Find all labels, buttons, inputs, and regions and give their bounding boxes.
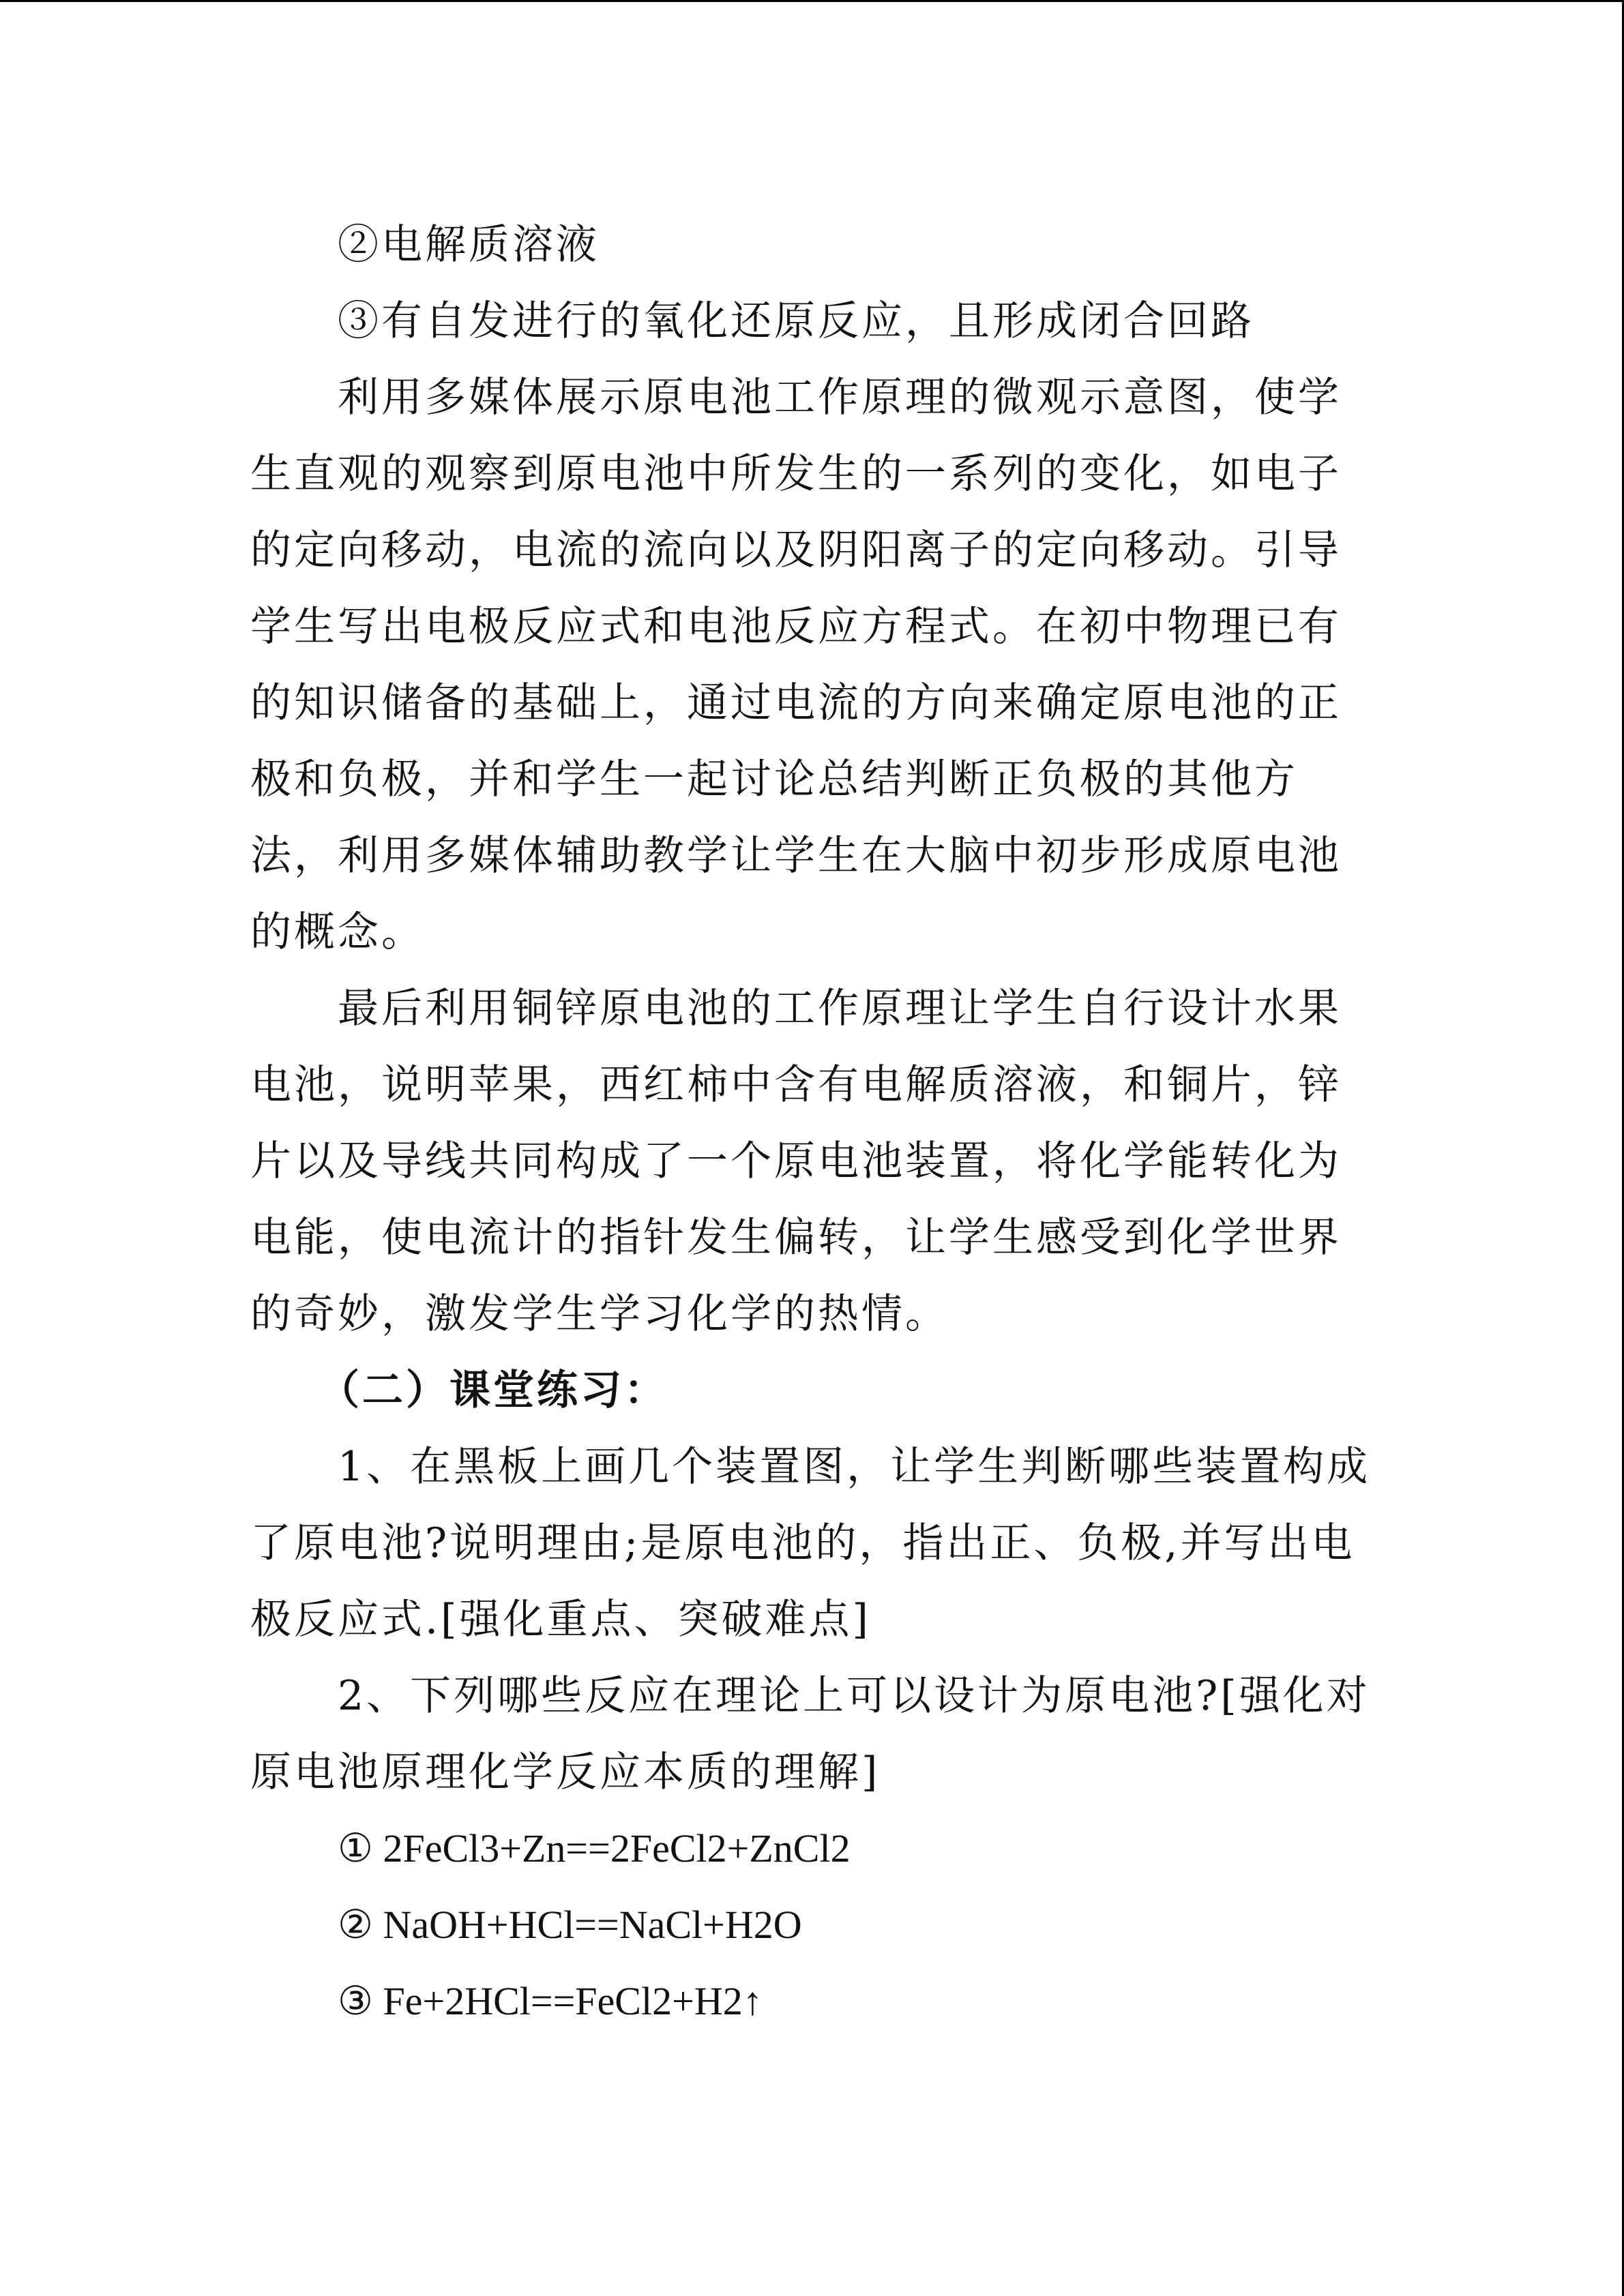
paragraph-multimedia-line-7: 法，利用多媒体辅助教学让学生在大脑中初步形成原电池 bbox=[250, 832, 1342, 880]
paragraph-multimedia-line-4: 学生写出电极反应式和电池反应方程式。在初中物理已有 bbox=[250, 603, 1342, 651]
paragraph-fruit-battery-line-5: 的奇妙，激发学生学习化学的热情。 bbox=[250, 1290, 949, 1338]
paragraph-multimedia-line-2: 生直观的观察到原电池中所发生的一系列的变化，如电子 bbox=[250, 450, 1342, 498]
reaction-2: ② NaOH+HCl==NaCl+H2O bbox=[338, 1903, 802, 1947]
exercise-2-line-1: 2、下列哪些反应在理论上可以设计为原电池?[强化对 bbox=[338, 1672, 1370, 1720]
list-item-redox-reaction: ③有自发进行的氧化还原反应，且形成闭合回路 bbox=[338, 297, 1254, 345]
exercise-1-line-1: 1、在黑板上画几个装置图，让学生判断哪些装置构成 bbox=[338, 1443, 1371, 1491]
list-item-electrolyte: ②电解质溶液 bbox=[338, 221, 600, 269]
paragraph-multimedia-line-5: 的知识储备的基础上，通过电流的方向来确定原电池的正 bbox=[250, 679, 1342, 727]
exercise-1-line-2: 了原电池?说明理由;是原电池的，指出正、负极,并写出电 bbox=[250, 1519, 1355, 1567]
paragraph-multimedia-line-8: 的概念。 bbox=[250, 908, 425, 956]
paragraph-multimedia-line-1: 利用多媒体展示原电池工作原理的微观示意图，使学 bbox=[338, 374, 1342, 421]
exercise-1-line-3: 极反应式.[强化重点、突破难点] bbox=[250, 1596, 871, 1643]
paragraph-multimedia-line-6: 极和负极，并和学生一起讨论总结判断正负极的其他方 bbox=[250, 756, 1298, 803]
paragraph-fruit-battery-line-2: 电池，说明苹果，西红柿中含有电解质溶液，和铜片，锌 bbox=[250, 1061, 1342, 1109]
section-heading: （二）课堂练习： bbox=[319, 1367, 668, 1414]
paragraph-fruit-battery-line-3: 片以及导线共同构成了一个原电池装置，将化学能转化为 bbox=[250, 1137, 1342, 1185]
document-body bbox=[250, 207, 1369, 2040]
reaction-1: ① 2FeCl3+Zn==2FeCl2+ZnCl2 bbox=[338, 1826, 851, 1870]
reaction-3: ③ Fe+2HCl==FeCl2+H2↑ bbox=[338, 1979, 763, 2023]
paragraph-fruit-battery-line-4: 电能，使电流计的指针发生偏转，让学生感受到化学世界 bbox=[250, 1214, 1342, 1262]
paragraph-multimedia-line-3: 的定向移动，电流的流向以及阴阳离子的定向移动。引导 bbox=[250, 526, 1342, 574]
paragraph-fruit-battery-line-1: 最后利用铜锌原电池的工作原理让学生自行设计水果 bbox=[338, 985, 1342, 1032]
exercise-2-line-2: 原电池原理化学反应本质的理解] bbox=[250, 1748, 881, 1796]
